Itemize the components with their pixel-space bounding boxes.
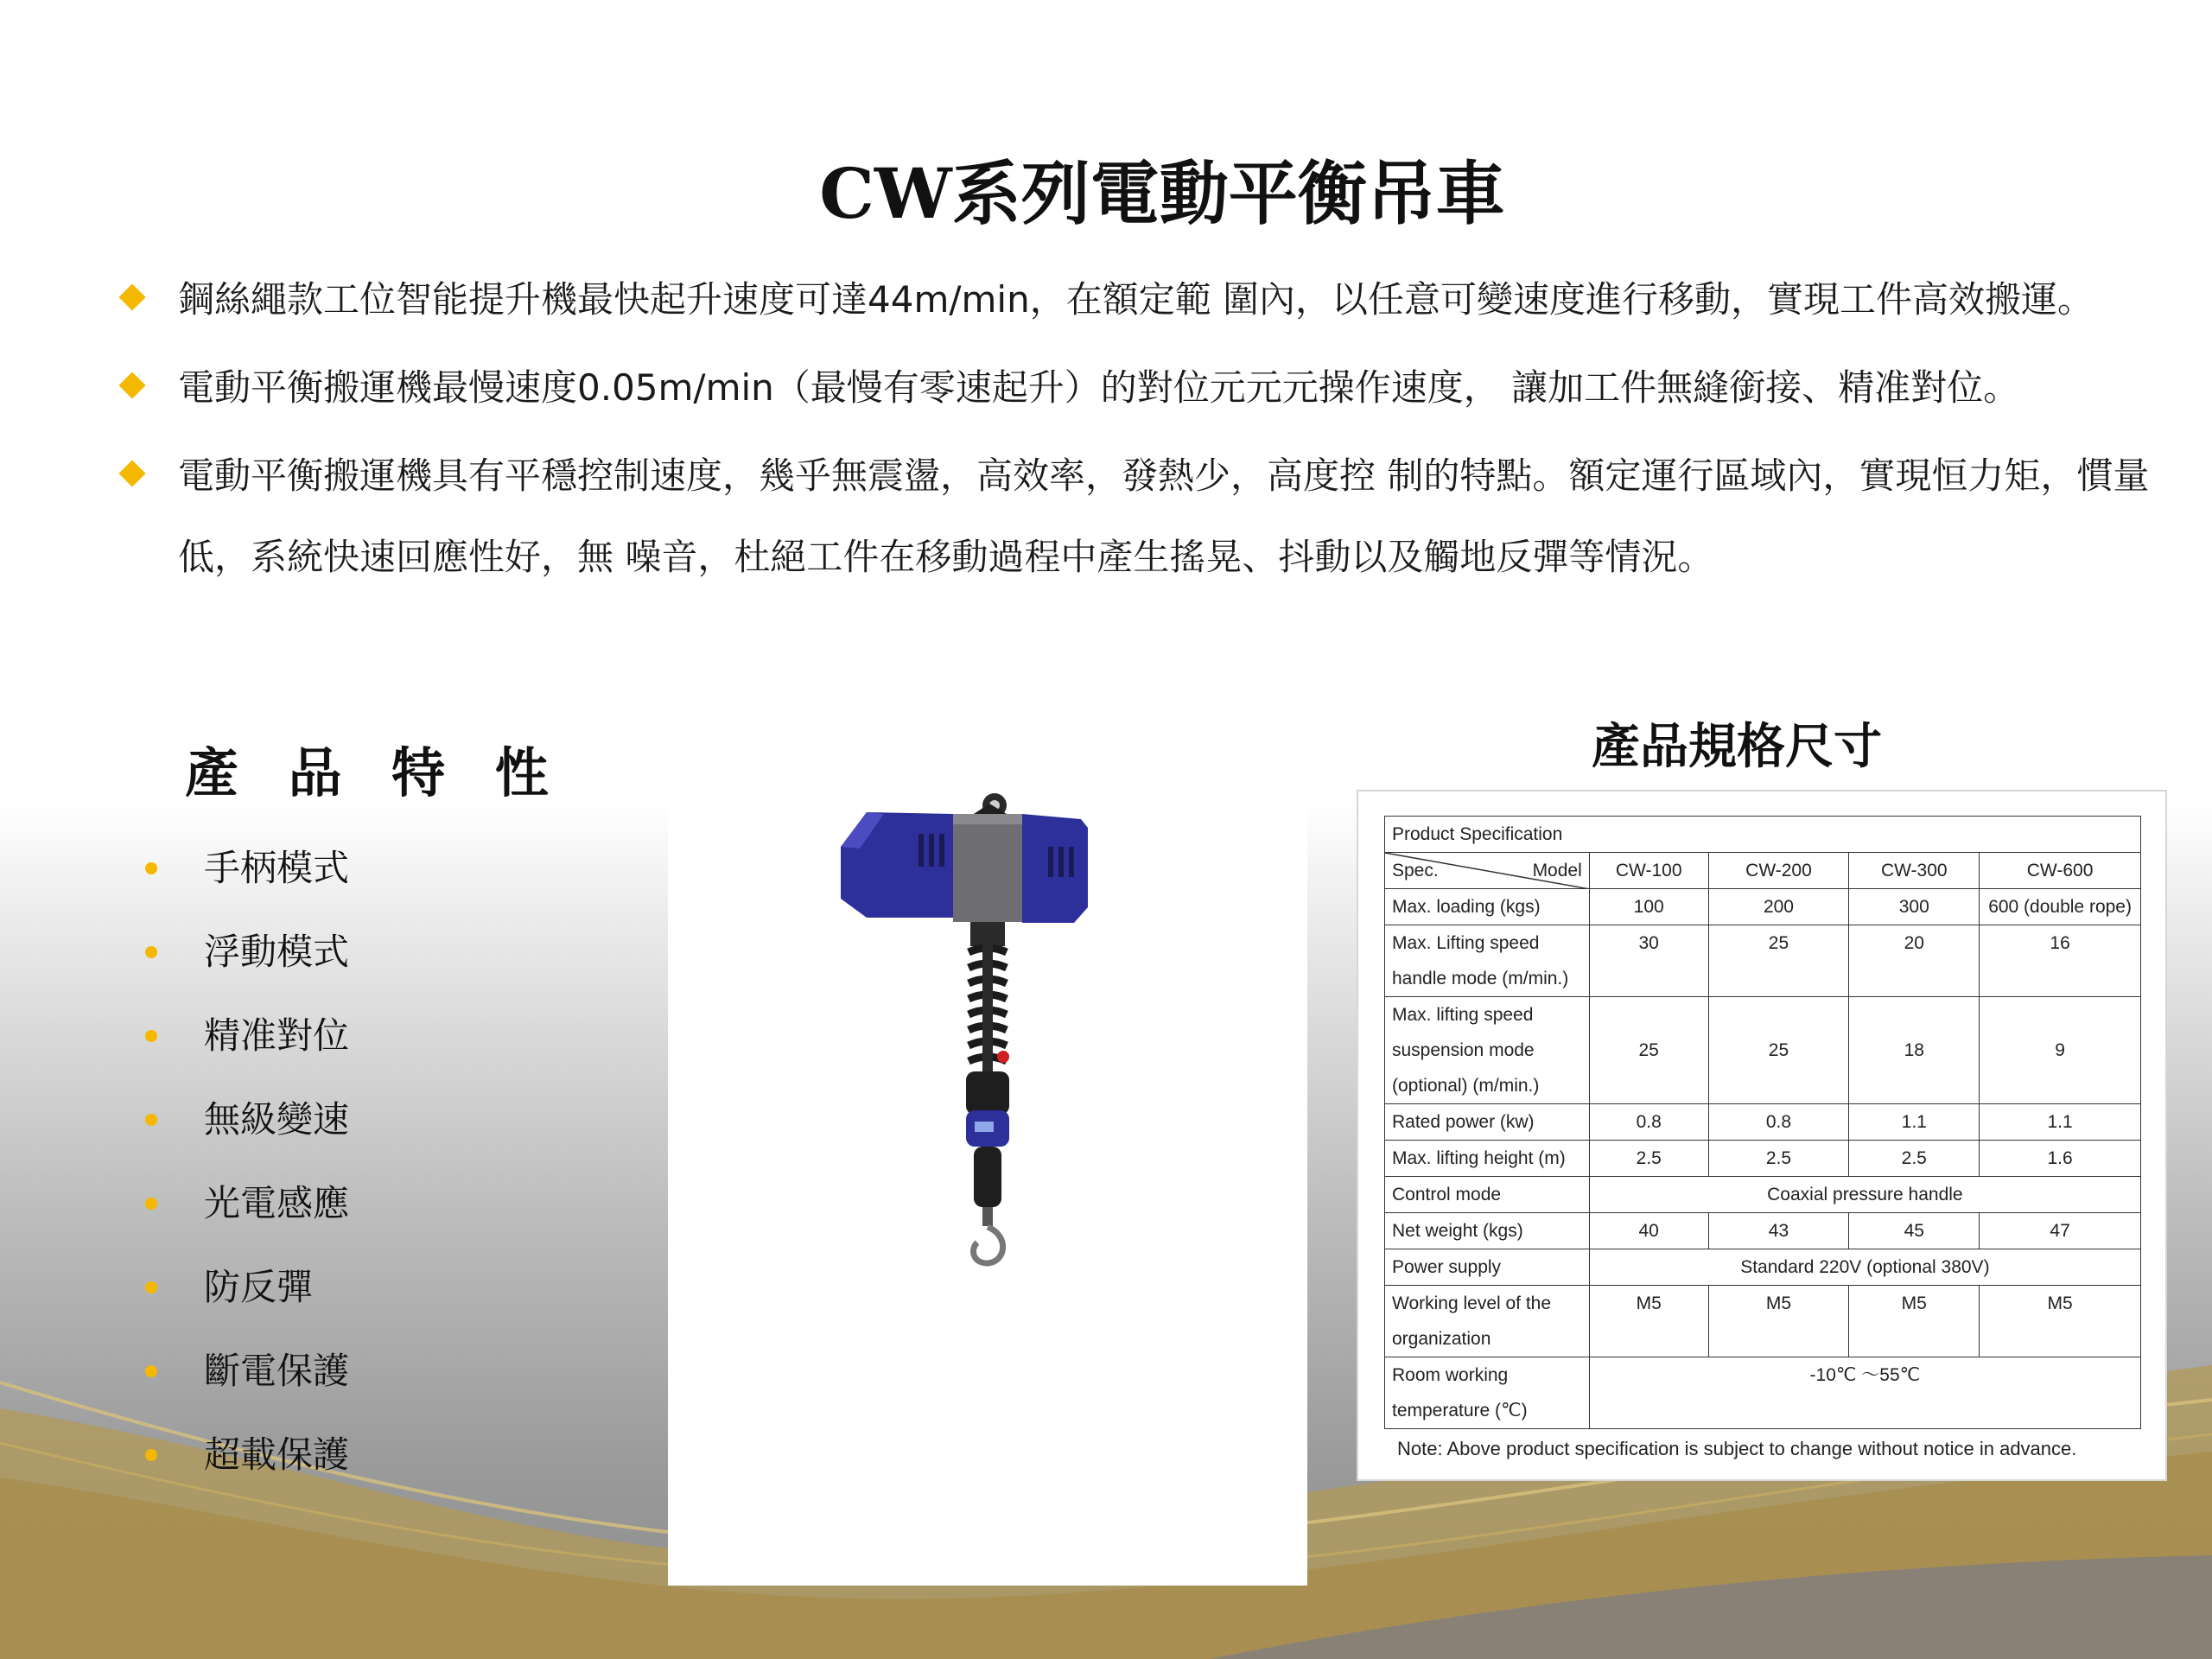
spec-note: Note: Above product specification is subject to change without notice in advance. bbox=[1397, 1438, 2077, 1459]
cell-value: 2.5 bbox=[1589, 1141, 1708, 1177]
row-label-line: Working level of the bbox=[1392, 1294, 1552, 1313]
bullet-item bbox=[118, 435, 2200, 598]
feature-label: 精准對位 bbox=[204, 1014, 350, 1057]
cell-value: 1.6 bbox=[1980, 1141, 2141, 1177]
spec-model-header bbox=[1385, 853, 1590, 889]
row-label bbox=[1385, 925, 1590, 997]
diamond-bullet-icon bbox=[118, 283, 145, 310]
feature-item bbox=[138, 931, 349, 1014]
cell-value: 40 bbox=[1589, 1213, 1708, 1249]
product-photo bbox=[668, 717, 1307, 1586]
dot-bullet-icon bbox=[145, 1030, 157, 1042]
cell-value: -10℃ ～55℃ bbox=[1589, 1357, 2140, 1429]
dot-bullet-icon bbox=[145, 1281, 157, 1294]
cell-value: 2.5 bbox=[1849, 1141, 1980, 1177]
model-header: CW-100 bbox=[1589, 853, 1708, 889]
diamond-bullet-icon bbox=[118, 372, 145, 398]
cell-value: 25 bbox=[1589, 997, 1708, 1104]
feature-item bbox=[138, 1350, 349, 1433]
table-row bbox=[1385, 1249, 2141, 1286]
feature-label: 手柄模式 bbox=[204, 847, 350, 889]
row-label: Power supply bbox=[1385, 1249, 1590, 1286]
model-label: Model bbox=[1532, 861, 1582, 880]
intro-bullets bbox=[118, 259, 2200, 605]
cell-value: M5 bbox=[1849, 1286, 1980, 1357]
bullet-item bbox=[118, 347, 2200, 429]
cell-value: M5 bbox=[1708, 1286, 1849, 1357]
cell-value: Standard 220V (optional 380V) bbox=[1589, 1249, 2140, 1286]
model-header: CW-600 bbox=[1980, 853, 2141, 889]
cell-value: 20 bbox=[1849, 925, 1980, 997]
spec-label: Spec. bbox=[1392, 861, 1439, 880]
hoist-illustration bbox=[668, 717, 1307, 1586]
cell-value: 25 bbox=[1708, 997, 1849, 1104]
dot-bullet-icon bbox=[145, 1114, 157, 1126]
dot-bullet-icon bbox=[145, 1449, 157, 1461]
row-label-line: temperature (℃) bbox=[1392, 1401, 1528, 1421]
cell-value: Coaxial pressure handle bbox=[1589, 1177, 2140, 1213]
model-header: CW-300 bbox=[1849, 853, 1980, 889]
cell-value: 2.5 bbox=[1708, 1141, 1849, 1177]
feature-item bbox=[138, 1098, 349, 1182]
table-row bbox=[1385, 1286, 2141, 1357]
table-title: Product Specification bbox=[1385, 817, 2141, 853]
table-row bbox=[1385, 1177, 2141, 1213]
table-row bbox=[1385, 997, 2141, 1104]
diamond-bullet-icon bbox=[118, 460, 145, 486]
feature-label: 無級變速 bbox=[204, 1098, 350, 1141]
cell-value: 18 bbox=[1849, 997, 1980, 1104]
bullet-text: 鋼絲繩款工位智能提升機最快起升速度可達44m/min，在額定範 圍內，以任意可變速度進行移動，實現工件高效搬運。 bbox=[178, 278, 2094, 321]
feature-item bbox=[138, 1182, 349, 1266]
cell-value: 1.1 bbox=[1980, 1104, 2141, 1141]
table-row bbox=[1385, 925, 2141, 997]
table-row bbox=[1385, 853, 2141, 889]
cell-value: 0.8 bbox=[1589, 1104, 1708, 1141]
cell-value: 16 bbox=[1980, 925, 2141, 997]
row-label bbox=[1385, 997, 1590, 1104]
dot-bullet-icon bbox=[145, 862, 157, 874]
feature-label: 超載保護 bbox=[204, 1433, 350, 1476]
table-row bbox=[1385, 1357, 2141, 1429]
row-label-line: Room working bbox=[1392, 1365, 1509, 1385]
cell-value: 25 bbox=[1708, 925, 1849, 997]
bullet-text: 電動平衡搬運機具有平穩控制速度，幾乎無震盪，高效率，發熱少，高度控 制的特點。額定運行區域內，實現恒力矩，慣量低，系統快速回應性好，無 噪音，杜絕工件在移動過程中產生搖晃、抖動以及觸地反彈等情況。 bbox=[178, 454, 2150, 578]
feature-item bbox=[138, 1433, 349, 1517]
spec-table-panel bbox=[1357, 790, 2167, 1481]
model-header: CW-200 bbox=[1708, 853, 1849, 889]
cell-value: 200 bbox=[1708, 889, 1849, 925]
row-label: Net weight (kgs) bbox=[1385, 1213, 1590, 1249]
feature-label: 防反彈 bbox=[204, 1266, 314, 1308]
row-label: Max. loading (kgs) bbox=[1385, 889, 1590, 925]
cell-value: 1.1 bbox=[1849, 1104, 1980, 1141]
dot-bullet-icon bbox=[145, 1365, 157, 1377]
cell-value: 300 bbox=[1849, 889, 1980, 925]
table-row bbox=[1385, 889, 2141, 925]
cell-value: 47 bbox=[1980, 1213, 2141, 1249]
table-row bbox=[1385, 1104, 2141, 1141]
cell-value: 100 bbox=[1589, 889, 1708, 925]
row-label-line: organization bbox=[1392, 1329, 1491, 1349]
spec-heading: 產品規格尺寸 bbox=[1592, 719, 1882, 775]
row-label bbox=[1385, 1286, 1590, 1357]
row-label: Rated power (kw) bbox=[1385, 1104, 1590, 1141]
feature-label: 浮動模式 bbox=[204, 931, 350, 973]
row-label-line: (optional) (m/min.) bbox=[1392, 1076, 1540, 1096]
diagonal-divider bbox=[1385, 853, 1590, 889]
feature-item bbox=[138, 847, 349, 931]
spec-table bbox=[1384, 816, 2141, 1429]
page-title: CW系列電動平衡吊車 bbox=[819, 153, 1505, 234]
table-row bbox=[1385, 1213, 2141, 1249]
bullet-text: 電動平衡搬運機最慢速度0.05m/min（最慢有零速起升）的對位元元元操作速度， 讓加工件無縫銜接、精准對位。 bbox=[178, 366, 2020, 409]
cell-value: 9 bbox=[1980, 997, 2141, 1104]
feature-item bbox=[138, 1266, 349, 1350]
row-label: Max. lifting height (m) bbox=[1385, 1141, 1590, 1177]
feature-label: 光電感應 bbox=[204, 1182, 350, 1224]
feature-label: 斷電保護 bbox=[204, 1350, 350, 1392]
dot-bullet-icon bbox=[145, 946, 157, 958]
cell-value: 600 (double rope) bbox=[1980, 889, 2141, 925]
table-row bbox=[1385, 1141, 2141, 1177]
bullet-item bbox=[118, 259, 2200, 340]
features-list bbox=[138, 847, 349, 1517]
row-label-line: suspension mode bbox=[1392, 1040, 1535, 1060]
cell-value: 43 bbox=[1708, 1213, 1849, 1249]
dot-bullet-icon bbox=[145, 1198, 157, 1210]
cell-value: 45 bbox=[1849, 1213, 1980, 1249]
table-row bbox=[1385, 817, 2141, 853]
cell-value: 0.8 bbox=[1708, 1104, 1849, 1141]
row-label-line: Max. Lifting speed bbox=[1392, 933, 1540, 953]
cell-value: M5 bbox=[1980, 1286, 2141, 1357]
row-label-line: handle mode (m/min.) bbox=[1392, 969, 1569, 988]
feature-item bbox=[138, 1014, 349, 1098]
cell-value: 30 bbox=[1589, 925, 1708, 997]
row-label bbox=[1385, 1357, 1590, 1429]
cell-value: M5 bbox=[1589, 1286, 1708, 1357]
row-label: Control mode bbox=[1385, 1177, 1590, 1213]
row-label-line: Max. lifting speed bbox=[1392, 1005, 1534, 1025]
features-title: 產 品 特 性 bbox=[185, 741, 564, 804]
